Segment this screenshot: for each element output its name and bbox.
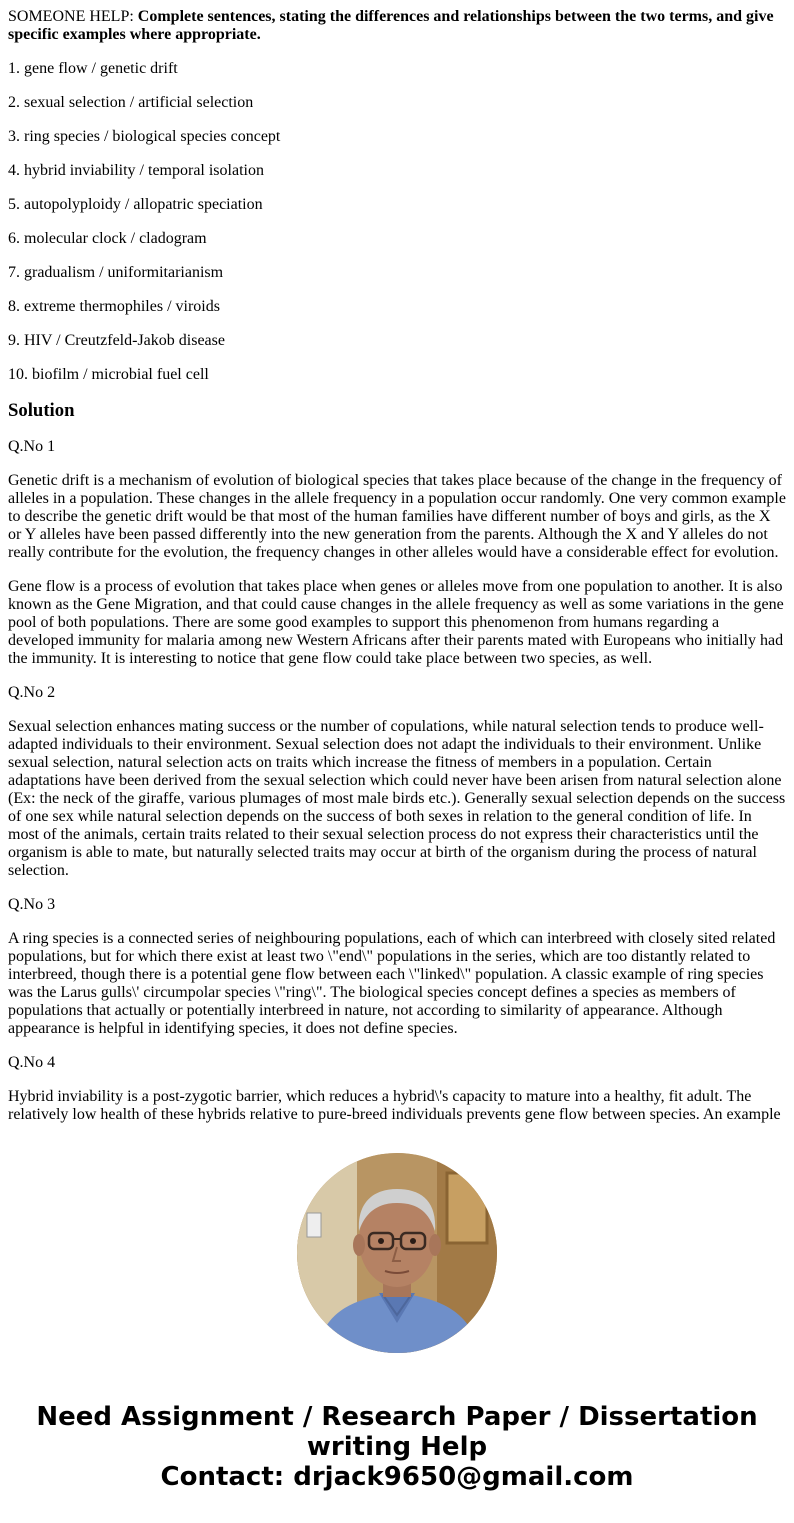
question-item: 7. gradualism / uniformitarianism: [8, 264, 224, 281]
answer-label: Q.No 1: [8, 438, 56, 455]
promo-footer: [0, 1124, 794, 1523]
promo-contact: Contact: drjack9650@gmail.com: [160, 1462, 634, 1492]
question-prefix: SOMEONE HELP:: [8, 8, 138, 25]
promo-text: [0, 1402, 794, 1492]
portrait-illustration: [297, 1153, 497, 1353]
question-header: [8, 8, 786, 44]
question-item: 9. HIV / Creutzfeld-Jakob disease: [8, 332, 225, 349]
answer-paragraph: Hybrid inviability is a post-zygotic barrier, which reduces a hybrid\'s capacity to mature into a healthy, fit adult. The relatively low health of these hybrids relative to pure-breed individuals prevents gene flow between species. An example: [8, 1088, 781, 1123]
solution-heading: Solution: [8, 400, 75, 421]
answer-label: Q.No 3: [8, 896, 56, 913]
question-item: 6. molecular clock / cladogram: [8, 230, 207, 247]
question-item: 5. autopolyploidy / allopatric speciation: [8, 196, 263, 213]
answer-paragraph: Genetic drift is a mechanism of evolution of biological species that takes place because of the change in the frequency of alleles in a population. These changes in the allele frequency in a population occur randomly. One very common example to describe the genetic drift would be that most of the human families have different number of boys and girls, as the X or Y alleles have been passed differently into the new generation from the parents. Although the X and Y alleles do not really contribute for the evolution, the frequency changes in other alleles would have a considerable effect for evolution.: [8, 472, 786, 561]
promo-line-1: Need Assignment / Research Paper / Dissertation writing Help: [36, 1402, 758, 1462]
question-item: 2. sexual selection / artificial selection: [8, 94, 254, 111]
question-item: 4. hybrid inviability / temporal isolation: [8, 162, 264, 179]
question-item: 1. gene flow / genetic drift: [8, 60, 178, 77]
question-item: 3. ring species / biological species concept: [8, 128, 281, 145]
answer-label: Q.No 2: [8, 684, 56, 701]
answer-label: Q.No 4: [8, 1054, 56, 1071]
answer-paragraph: Gene flow is a process of evolution that takes place when genes or alleles move from one population to another. It is also known as the Gene Migration, and that could cause changes in the allele frequency as well as some variations in the gene pool of both populations. There are some good examples to support this phenomenon from humans regarding a developed immunity for malaria among new Western Africans after their parents mated with Europeans who initially had the immunity. It is interesting to notice that gene flow could take place between two species, as well.: [8, 578, 784, 667]
document-body: [8, 0, 786, 1124]
question-instruction: Complete sentences, stating the differences and relationships between the two terms, and give specific examples where appropriate.: [8, 8, 774, 43]
answer-paragraph: Sexual selection enhances mating success or the number of copulations, while natural selection tends to produce well-adapted individuals to their environment. Sexual selection does not adapt the individuals to their environment. Unlike sexual selection, natural selection acts on traits which increase the fitness of members in a population. Certain adaptations have been derived from the sexual selection which could never have been arisen from natural selection alone (Ex: the neck of the giraffe, various plumages of most male birds etc.). Generally sexual selection depends on the success of one sex while natural selection depends on the success of both sexes in relation to the general condition of life. In most of the animals, certain traits related to their sexual selection process do not express their characteristics until the organism is able to mate, but naturally selected traits may occur at birth of the organism during the process of natural selection.: [8, 718, 786, 879]
question-item: 8. extreme thermophiles / viroids: [8, 298, 220, 315]
answer-paragraph: A ring species is a connected series of neighbouring populations, each of which can interbreed with closely sited related populations, but for which there exist at least two \"end\" populations in the series, which are too distantly related to interbreed, though there is a potential gene flow between each \"linked\" population. A classic example of ring species was the Larus gulls\' circumpolar species \"ring\". The biological species concept defines a species as members of populations that actually or potentially interbreed in nature, not according to similarity of appearance. Although appearance is helpful in identifying species, it does not define species.: [8, 930, 776, 1037]
question-item: 10. biofilm / microbial fuel cell: [8, 366, 209, 383]
author-photo: [297, 1153, 497, 1353]
